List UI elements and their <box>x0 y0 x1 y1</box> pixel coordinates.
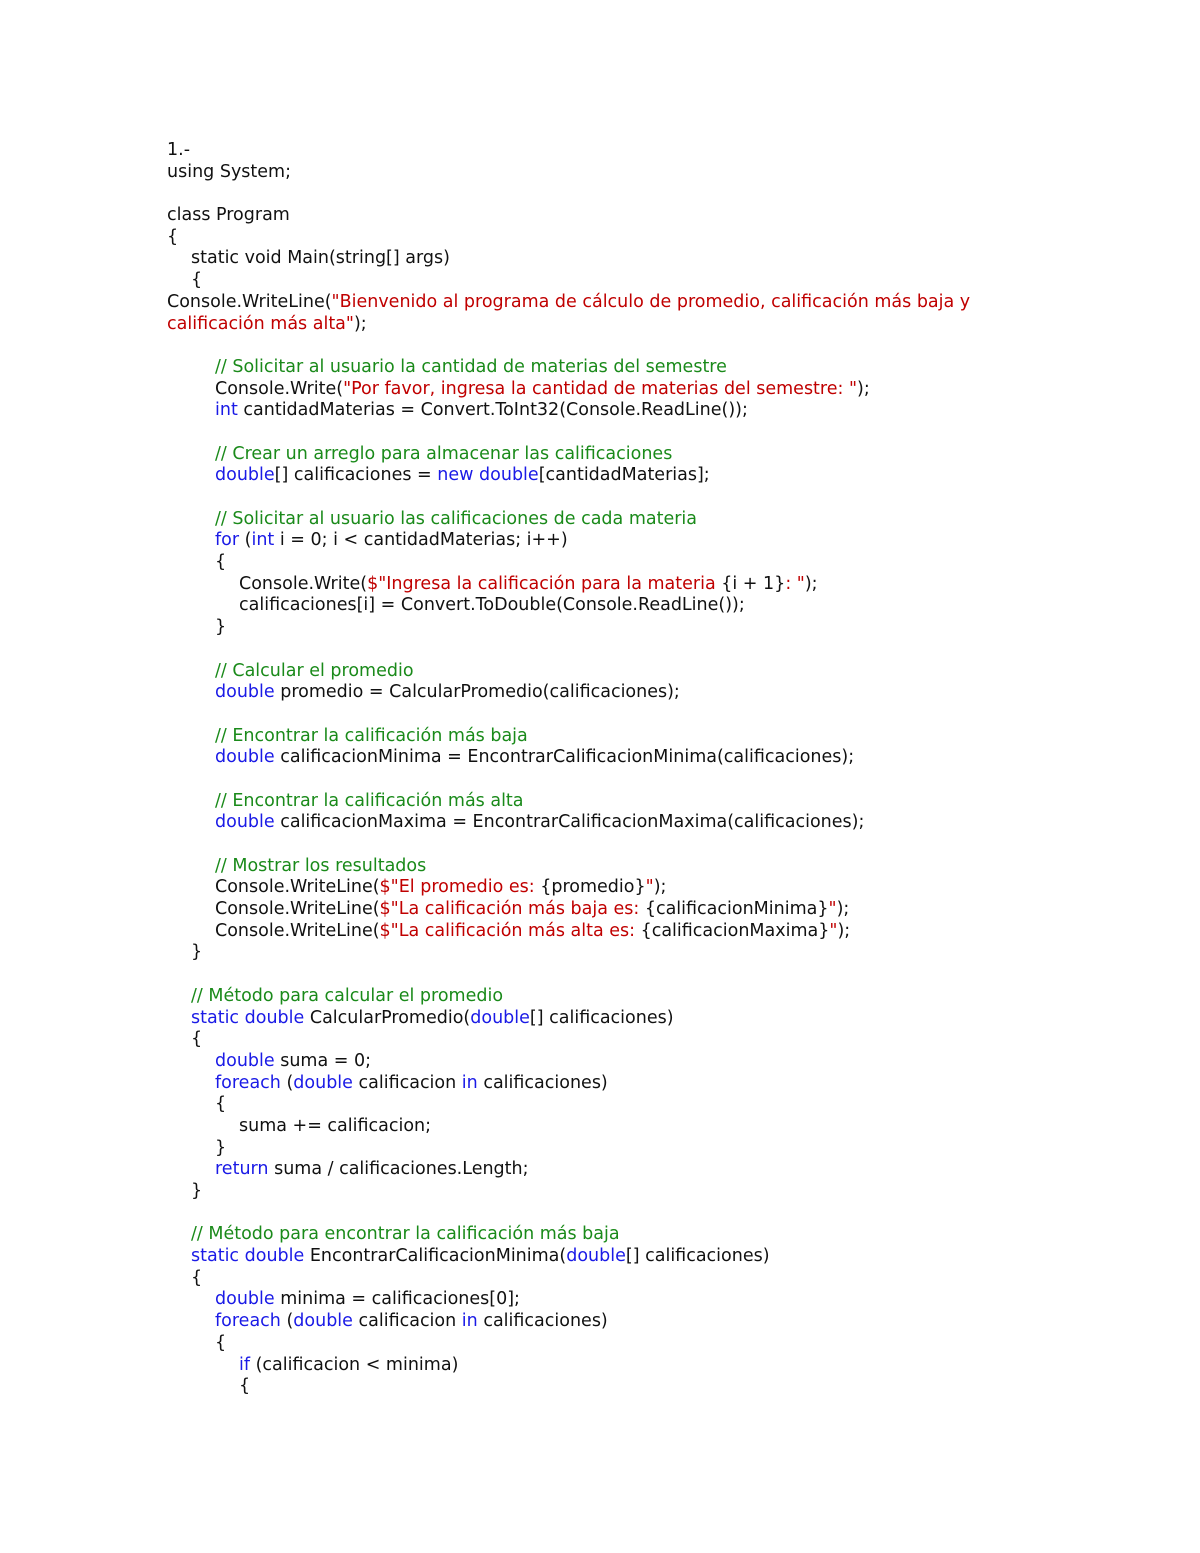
code-listing <box>167 140 1047 1398</box>
code-text: static void Main(string[] args) <box>191 248 450 269</box>
code-keyword: double <box>215 465 275 486</box>
code-line <box>167 162 1047 184</box>
code-line <box>167 574 1047 596</box>
code-line <box>167 552 1047 574</box>
code-keyword: new <box>437 465 474 486</box>
code-line <box>167 1073 1047 1095</box>
code-keyword: int <box>251 530 275 551</box>
code-keyword: double <box>215 682 275 703</box>
code-text: minima = calificaciones[0]; <box>274 1289 520 1310</box>
blank-line <box>167 704 1047 726</box>
code-line <box>167 1311 1047 1333</box>
code-line <box>167 1376 1047 1398</box>
code-line <box>167 1289 1047 1311</box>
code-line <box>167 986 1047 1008</box>
code-text: CalcularPromedio( <box>304 1007 471 1028</box>
code-string: "Bienvenido al programa de cálculo de promedio, calificación más baja y calificación más alta" <box>167 291 976 334</box>
code-text: ); <box>836 899 850 920</box>
code-keyword: double <box>293 1072 353 1093</box>
code-string: " <box>829 920 838 941</box>
code-line <box>167 1008 1047 1030</box>
code-line <box>167 444 1047 466</box>
code-line <box>167 617 1047 639</box>
code-comment: // Calcular el promedio <box>215 660 414 681</box>
blank-line <box>167 183 1047 205</box>
code-string: " <box>645 877 654 898</box>
code-text: [] calificaciones) <box>529 1007 674 1028</box>
code-text: suma / calificaciones.Length; <box>268 1159 529 1180</box>
code-line <box>167 465 1047 487</box>
code-keyword: foreach <box>215 1311 281 1332</box>
blank-line <box>167 422 1047 444</box>
code-text: calificacionMaxima = EncontrarCalificacionMaxima(calificaciones); <box>274 812 865 833</box>
code-line <box>167 1029 1047 1051</box>
code-text: Console.WriteLine( <box>215 920 380 941</box>
code-text: calificaciones[i] = Convert.ToDouble(Console.ReadLine()); <box>239 595 745 616</box>
code-text: { <box>191 1029 203 1050</box>
blank-line <box>167 964 1047 986</box>
code-line <box>167 1268 1047 1290</box>
code-keyword: double <box>479 465 539 486</box>
code-text: EncontrarCalificacionMinima( <box>304 1246 567 1267</box>
code-text: {i + 1} <box>721 573 786 594</box>
code-line <box>167 1116 1047 1138</box>
code-text: [cantidadMaterias]; <box>538 465 710 486</box>
code-text: ); <box>837 920 851 941</box>
code-line <box>167 248 1047 270</box>
code-keyword: in <box>461 1311 478 1332</box>
code-line <box>167 379 1047 401</box>
code-comment: // Crear un arreglo para almacenar las calificaciones <box>215 443 673 464</box>
code-text: promedio = CalcularPromedio(calificaciones); <box>274 682 680 703</box>
code-line <box>167 1224 1047 1246</box>
code-line <box>167 899 1047 921</box>
code-comment: // Método para calcular el promedio <box>191 985 504 1006</box>
code-comment: // Método para encontrar la calificación más baja <box>191 1224 620 1245</box>
code-line <box>167 530 1047 552</box>
code-line <box>167 1333 1047 1355</box>
code-line <box>167 1246 1047 1268</box>
code-text: calificacion <box>352 1072 462 1093</box>
code-text: ); <box>353 313 367 334</box>
code-text: {promedio} <box>540 877 646 898</box>
code-keyword: int <box>215 400 238 421</box>
code-keyword: double <box>244 1246 305 1267</box>
code-keyword: in <box>461 1072 478 1093</box>
code-text: Console.Write( <box>215 378 344 399</box>
blank-line <box>167 769 1047 791</box>
code-text: suma += calificacion; <box>239 1115 432 1136</box>
code-text: class Program <box>167 205 290 226</box>
code-text: [] calificaciones) <box>625 1246 770 1267</box>
code-text: [] calificaciones = <box>274 465 438 486</box>
code-line <box>167 921 1047 943</box>
code-text: suma = 0; <box>274 1050 372 1071</box>
code-text: { <box>191 270 203 291</box>
code-keyword: double <box>566 1246 626 1267</box>
code-keyword: double <box>215 747 275 768</box>
code-line <box>167 270 1047 292</box>
code-line <box>167 1181 1047 1203</box>
code-string: "Por favor, ingresa la cantidad de materias del semestre: " <box>343 378 858 399</box>
code-text: (calificacion < minima) <box>250 1354 459 1375</box>
code-keyword: return <box>215 1159 269 1180</box>
code-text: using System; <box>167 161 291 182</box>
code-text: Console.Write( <box>239 573 368 594</box>
blank-line <box>167 335 1047 357</box>
code-line <box>167 357 1047 379</box>
code-line <box>167 812 1047 834</box>
code-text: i = 0; i < cantidadMaterias; i++) <box>274 530 568 551</box>
blank-line <box>167 639 1047 661</box>
code-string: $"Ingresa la calificación para la materia <box>367 573 722 594</box>
code-keyword: double <box>470 1007 530 1028</box>
code-keyword: if <box>239 1354 251 1375</box>
code-text: } <box>215 617 227 638</box>
code-string: " <box>828 899 837 920</box>
code-line <box>167 509 1047 531</box>
code-text: cantidadMaterias = Convert.ToInt32(Console.ReadLine()); <box>237 400 748 421</box>
code-string: : " <box>785 573 805 594</box>
code-text: ); <box>857 378 870 399</box>
code-line <box>167 400 1047 422</box>
blank-line <box>167 487 1047 509</box>
code-line <box>167 140 1047 162</box>
code-line <box>167 791 1047 813</box>
code-string: $"El promedio es: <box>379 877 541 898</box>
code-text: {calificacionMaxima} <box>640 920 830 941</box>
code-keyword: double <box>215 1289 275 1310</box>
code-text: Console.WriteLine( <box>215 877 380 898</box>
code-line <box>167 877 1047 899</box>
code-text: { <box>239 1376 251 1397</box>
code-text: Console.WriteLine( <box>167 291 332 312</box>
code-text: { <box>215 1094 227 1115</box>
code-text: { <box>215 552 227 573</box>
code-comment: // Solicitar al usuario las calificaciones de cada materia <box>215 508 698 529</box>
code-text: calificacion <box>352 1311 462 1332</box>
code-keyword: double <box>215 1050 275 1071</box>
code-text: } <box>191 1181 203 1202</box>
code-line <box>167 1355 1047 1377</box>
code-line <box>167 1138 1047 1160</box>
code-text: ); <box>653 877 667 898</box>
code-keyword: static <box>191 1007 240 1028</box>
blank-line <box>167 1203 1047 1225</box>
code-text: calificaciones) <box>477 1311 608 1332</box>
code-text: } <box>215 1137 227 1158</box>
code-comment: // Mostrar los resultados <box>215 855 427 876</box>
code-text: Console.WriteLine( <box>215 899 380 920</box>
code-comment: // Encontrar la calificación más alta <box>215 790 524 811</box>
code-keyword: foreach <box>215 1072 281 1093</box>
code-comment: // Encontrar la calificación más baja <box>215 725 528 746</box>
code-keyword: for <box>215 530 240 551</box>
code-text: { <box>167 226 179 247</box>
code-keyword: static <box>191 1246 240 1267</box>
code-text: { <box>191 1267 203 1288</box>
code-string: $"La calificación más baja es: <box>379 899 645 920</box>
code-string: $"La calificación más alta es: <box>379 920 641 941</box>
code-text: } <box>191 942 203 963</box>
code-comment: // Solicitar al usuario la cantidad de materias del semestre <box>215 356 727 377</box>
code-text: calificaciones) <box>477 1072 608 1093</box>
code-line <box>167 292 1047 335</box>
code-text: 1.- <box>167 140 191 160</box>
code-line <box>167 205 1047 227</box>
code-line <box>167 1051 1047 1073</box>
blank-line <box>167 834 1047 856</box>
code-keyword: double <box>215 812 275 833</box>
code-text: ); <box>804 573 818 594</box>
code-line <box>167 661 1047 683</box>
code-text: {calificacionMinima} <box>644 899 829 920</box>
code-text: ( <box>280 1072 294 1093</box>
code-line <box>167 747 1047 769</box>
code-line <box>167 942 1047 964</box>
code-keyword: double <box>244 1007 305 1028</box>
code-line <box>167 1094 1047 1116</box>
code-line <box>167 1159 1047 1181</box>
code-text: ( <box>239 530 252 551</box>
code-line <box>167 726 1047 748</box>
code-keyword: double <box>293 1311 353 1332</box>
code-line <box>167 227 1047 249</box>
code-text: ( <box>280 1311 294 1332</box>
code-line <box>167 856 1047 878</box>
code-text: { <box>215 1332 227 1353</box>
code-line <box>167 682 1047 704</box>
code-text: calificacionMinima = EncontrarCalificacionMinima(calificaciones); <box>274 747 855 768</box>
code-line <box>167 595 1047 617</box>
